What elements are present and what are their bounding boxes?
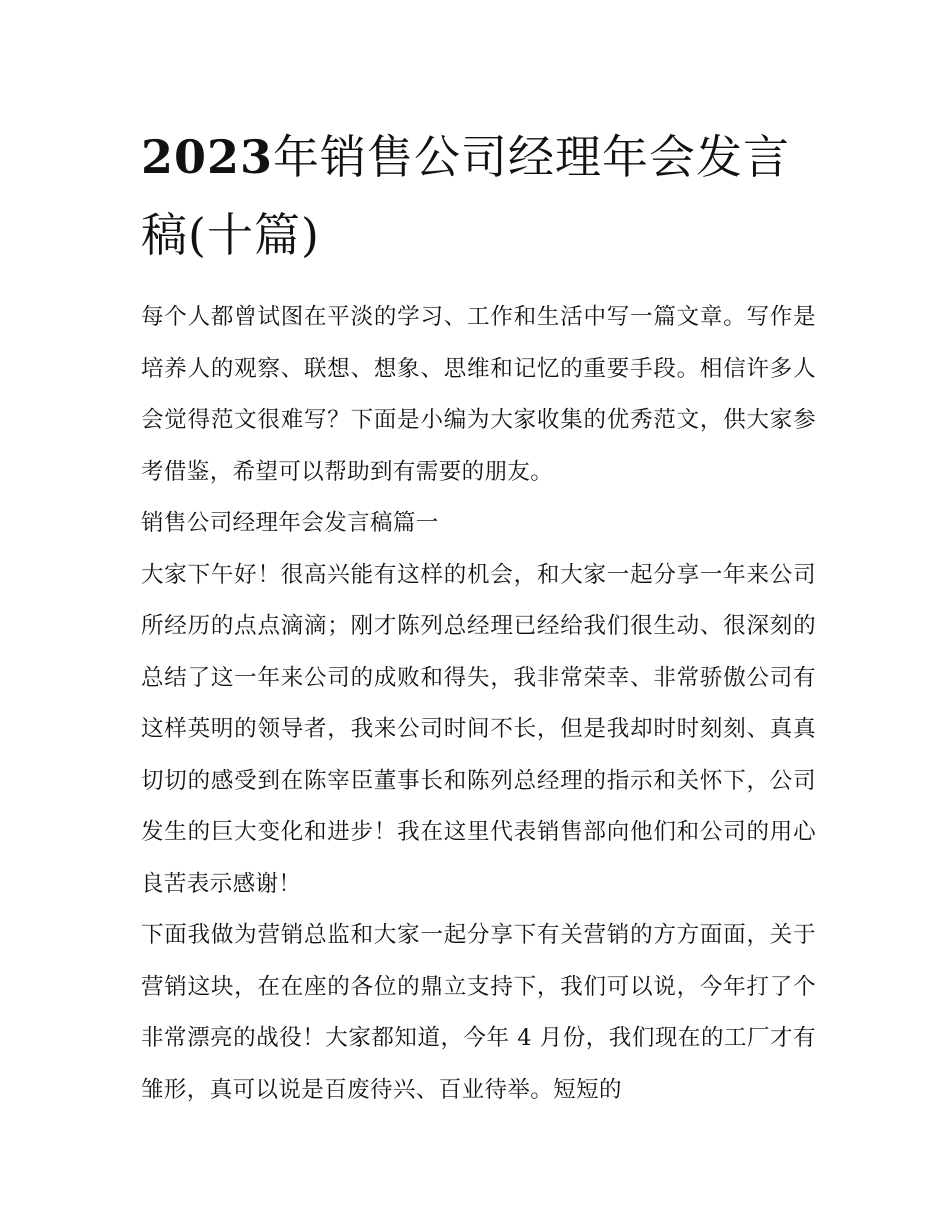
- intro-paragraph: 每个人都曾试图在平淡的学习、工作和生活中写一篇文章。写作是培养人的观察、联想、想象、思维和记忆的重要手段。相信许多人会觉得范文很难写？下面是小编为大家收集的优秀范文，供大家参考借鉴，希望可以帮助到有需要的朋友。: [141, 304, 816, 485]
- section-heading: 销售公司经理年会发言稿篇一: [141, 510, 439, 536]
- body-paragraph-1: 大家下午好！很高兴能有这样的机会，和大家一起分享一年来公司所经历的点点滴滴；刚才陈列总经理已经给我们很生动、很深刻的总结了这一年来公司的成败和得失，我非常荣幸、非常骄傲公司有这样英明的领导者，我来公司时间不长，但是我却时时刻刻、真真切切的感受到在陈宰臣董事长和陈列总经理的指示和关怀下，公司发生的巨大变化和进步！我在这里代表销售部向他们和公司的用心良苦表示感谢！: [141, 561, 816, 897]
- title-text: 年销售公司经理年会发言稿(十篇): [141, 130, 791, 262]
- document-title: [141, 118, 816, 274]
- body-paragraph-2: 下面我做为营销总监和大家一起分享下有关营销的方方面面，关于营销这块，在在座的各位的鼎立支持下，我们可以说，今年打了个非常漂亮的战役！大家都知道，今年 4 月份，我们现在的工厂才有雏形，真可以说是百废待兴、百业待举。短短的: [141, 922, 816, 1103]
- document-body: [141, 292, 816, 1116]
- title-year: 2023: [141, 130, 274, 184]
